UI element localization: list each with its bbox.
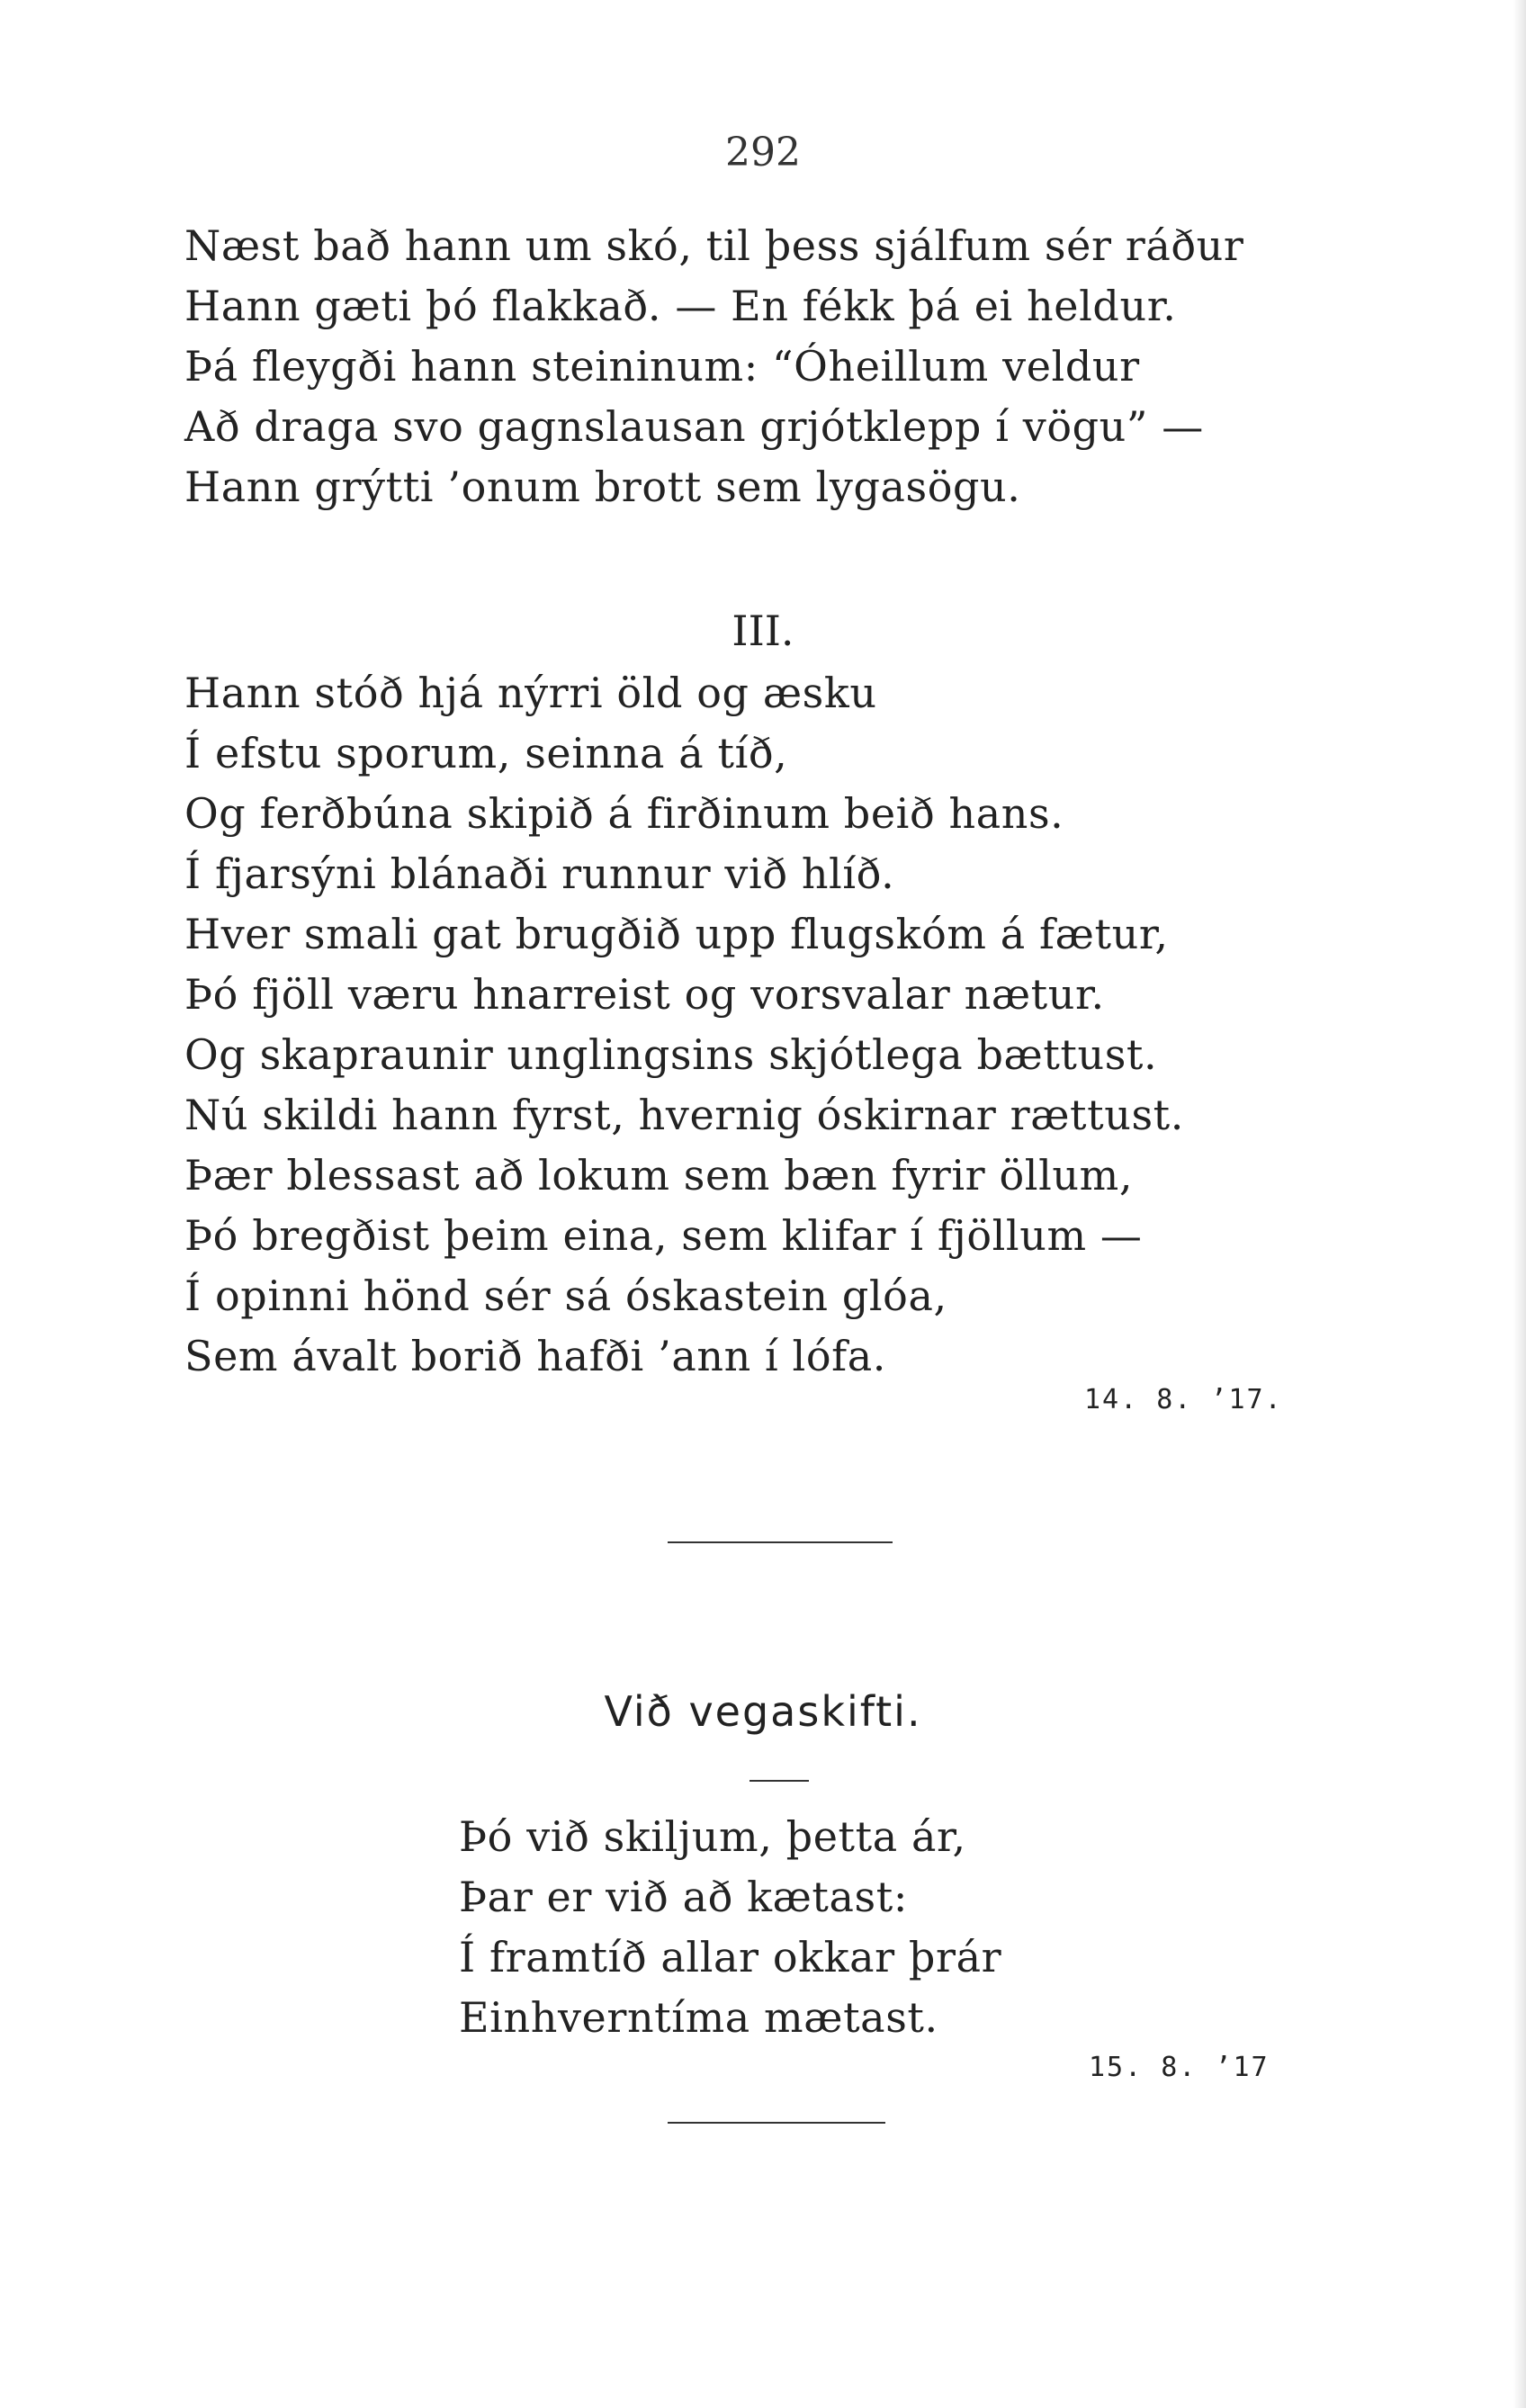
poem-line: Þó bregðist þeim eina, sem klifar í fjöllum — [184, 1211, 1143, 1260]
page-number: 292 [725, 130, 801, 175]
page-edge-shadow [1513, 0, 1526, 2408]
poem-line: Hver smali gat brugðið upp flugskóm á fætur, [184, 910, 1169, 958]
short-poem [459, 1807, 1001, 2048]
poem-line: Hann gæti þó flakkað. — En fékk þá ei heldur. [184, 282, 1177, 330]
section-numeral: III. [732, 606, 794, 655]
poem-line: Sem ávalt borið hafði ’ann í lófa. [184, 1332, 887, 1380]
title-underline-rule [750, 1780, 809, 1782]
poem-line: Næst bað hann um skó, til þess sjálfum sér ráður [184, 221, 1244, 270]
poem-line: Og ferðbúna skipið á firðinum beið hans. [184, 789, 1064, 838]
poem-line: Hann grýtti ’onum brott sem lygasögu. [184, 463, 1021, 511]
poem-line: Nú skildi hann fyrst, hvernig óskirnar rættust. [184, 1091, 1184, 1139]
stanza-three [184, 663, 1184, 1387]
poem-line: Þar er við að kætast: [459, 1873, 908, 1921]
poem-line: Þá fleygði hann steininum: “Óheillum veldur [184, 342, 1140, 391]
stanza-top [184, 216, 1244, 517]
poem-line: Í framtíð allar okkar þrár [459, 1933, 1002, 1981]
poem-line: Að draga svo gagnslausan grjótklepp í vögu” — [184, 402, 1204, 451]
poem-title: Við vegaskifti. [604, 1687, 922, 1736]
poem-line: Hann stóð hjá nýrri öld og æsku [184, 669, 877, 717]
poem-date: 14. 8. ’17. [1084, 1384, 1283, 1415]
poem-line: Þær blessast að lokum sem bæn fyrir öllum, [184, 1151, 1134, 1200]
poem-line: Einhverntíma mætast. [459, 1993, 938, 2042]
poem-line: Í fjarsýni blánaði runnur við hlíð. [184, 849, 895, 898]
poem-line: Í efstu sporum, seinna á tíð, [184, 729, 788, 777]
end-divider [668, 2122, 885, 2124]
poem-line: Þó fjöll væru hnarreist og vorsvalar nætur. [184, 970, 1105, 1019]
section-divider [668, 1541, 893, 1543]
poem-line: Í opinni hönd sér sá óskastein glóa, [184, 1271, 947, 1320]
poem-line: Þó við skiljum, þetta ár, [459, 1812, 966, 1861]
poem-line: Og skapraunir unglingsins skjótlega bættust. [184, 1030, 1158, 1079]
poem-date: 15. 8. ’17 [1089, 2052, 1270, 2083]
